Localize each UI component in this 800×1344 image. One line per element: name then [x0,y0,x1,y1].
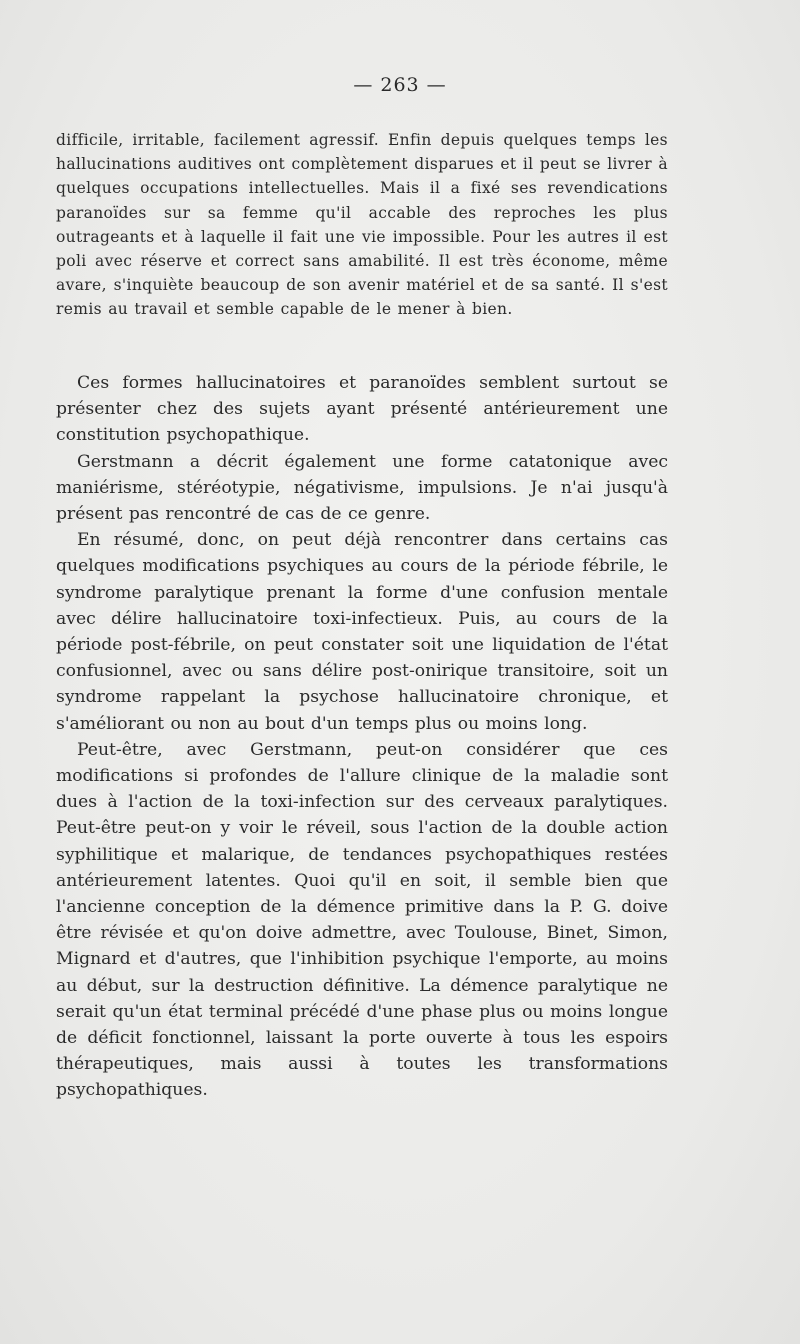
main-text-section [56,370,668,1104]
case-continuation-section [56,128,668,322]
paragraph-hallucinatory-forms: Ces formes hallucinatoires et paranoïdes semblent surtout se présenter chez des sujets ayant présenté antérieurement une constitution psychopathique. [56,373,668,446]
paragraph-catatonic-form: Gerstmann a décrit également une forme catatonique avec maniérisme, stéréotypie, négativisme, impulsions. Je n'ai jusqu'à présent pas rencontré de cas de ce genre. [56,451,668,525]
case-continuation-paragraph: difficile, irritable, facilement agressif. Enfin depuis quelques temps les hallucinations auditives ont complètement disparues et il peut se livrer à quelques occupations intellectuelles. Mais il a fixé ses revendications paranoïdes sur sa femme qu'il accable des reproches les plus outrageants et à laquelle il fait une vie impossible. Pour les autres il est poli avec réserve et correct sans amabilité. Il est très économe, même avare, s'inquiète beaucoup de son avenir matériel et de sa santé. Il s'est remis au travail et semble capable de le mener à bien. [56,131,668,319]
page-number: — 263 — [353,74,447,96]
paragraph-conclusion: Peut-être, avec Gerstmann, peut-on considérer que ces modifications si profondes de l'allure clinique de la maladie sont dues à l'action de la toxi-infection sur des cerveaux paralytiques. Peut-être peut-on y voir le réveil, sous l'action de la double action syphilitique et malarique, de tendances psychopathiques restées antérieurement latentes. Quoi qu'il en soit, il semble bien que l'ancienne conception de la démence primitive dans la P. G. doive être révisée et qu'on doive admettre, avec Toulouse, Binet, Simon, Mignard et d'autres, que l'inhibition psychique l'emporte, au moins au début, sur la destruction définitive. La démence paralytique ne serait qu'un état terminal précédé d'une phase plus ou moins longue de déficit fonctionnel, laissant la porte ouverte à tous les espoirs thérapeutiques, mais aussi à toutes les transformations psychopathiques. [56,739,668,1101]
paragraph-summary: En résumé, donc, on peut déjà rencontrer dans certains cas quelques modifications psychiques au cours de la période fébrile, le syndrome paralytique prenant la forme d'une confusion mentale avec délire hallucinatoire toxi-infectieux. Puis, au cours de la période post-fébrile, on peut constater soit une liquidation de l'état confusionnel, avec ou sans délire post-onirique transitoire, soit un syndrome rappelant la psychose hallucinatoire chronique, et s'améliorant ou non au bout d'un temps plus ou moins long. [56,530,668,734]
